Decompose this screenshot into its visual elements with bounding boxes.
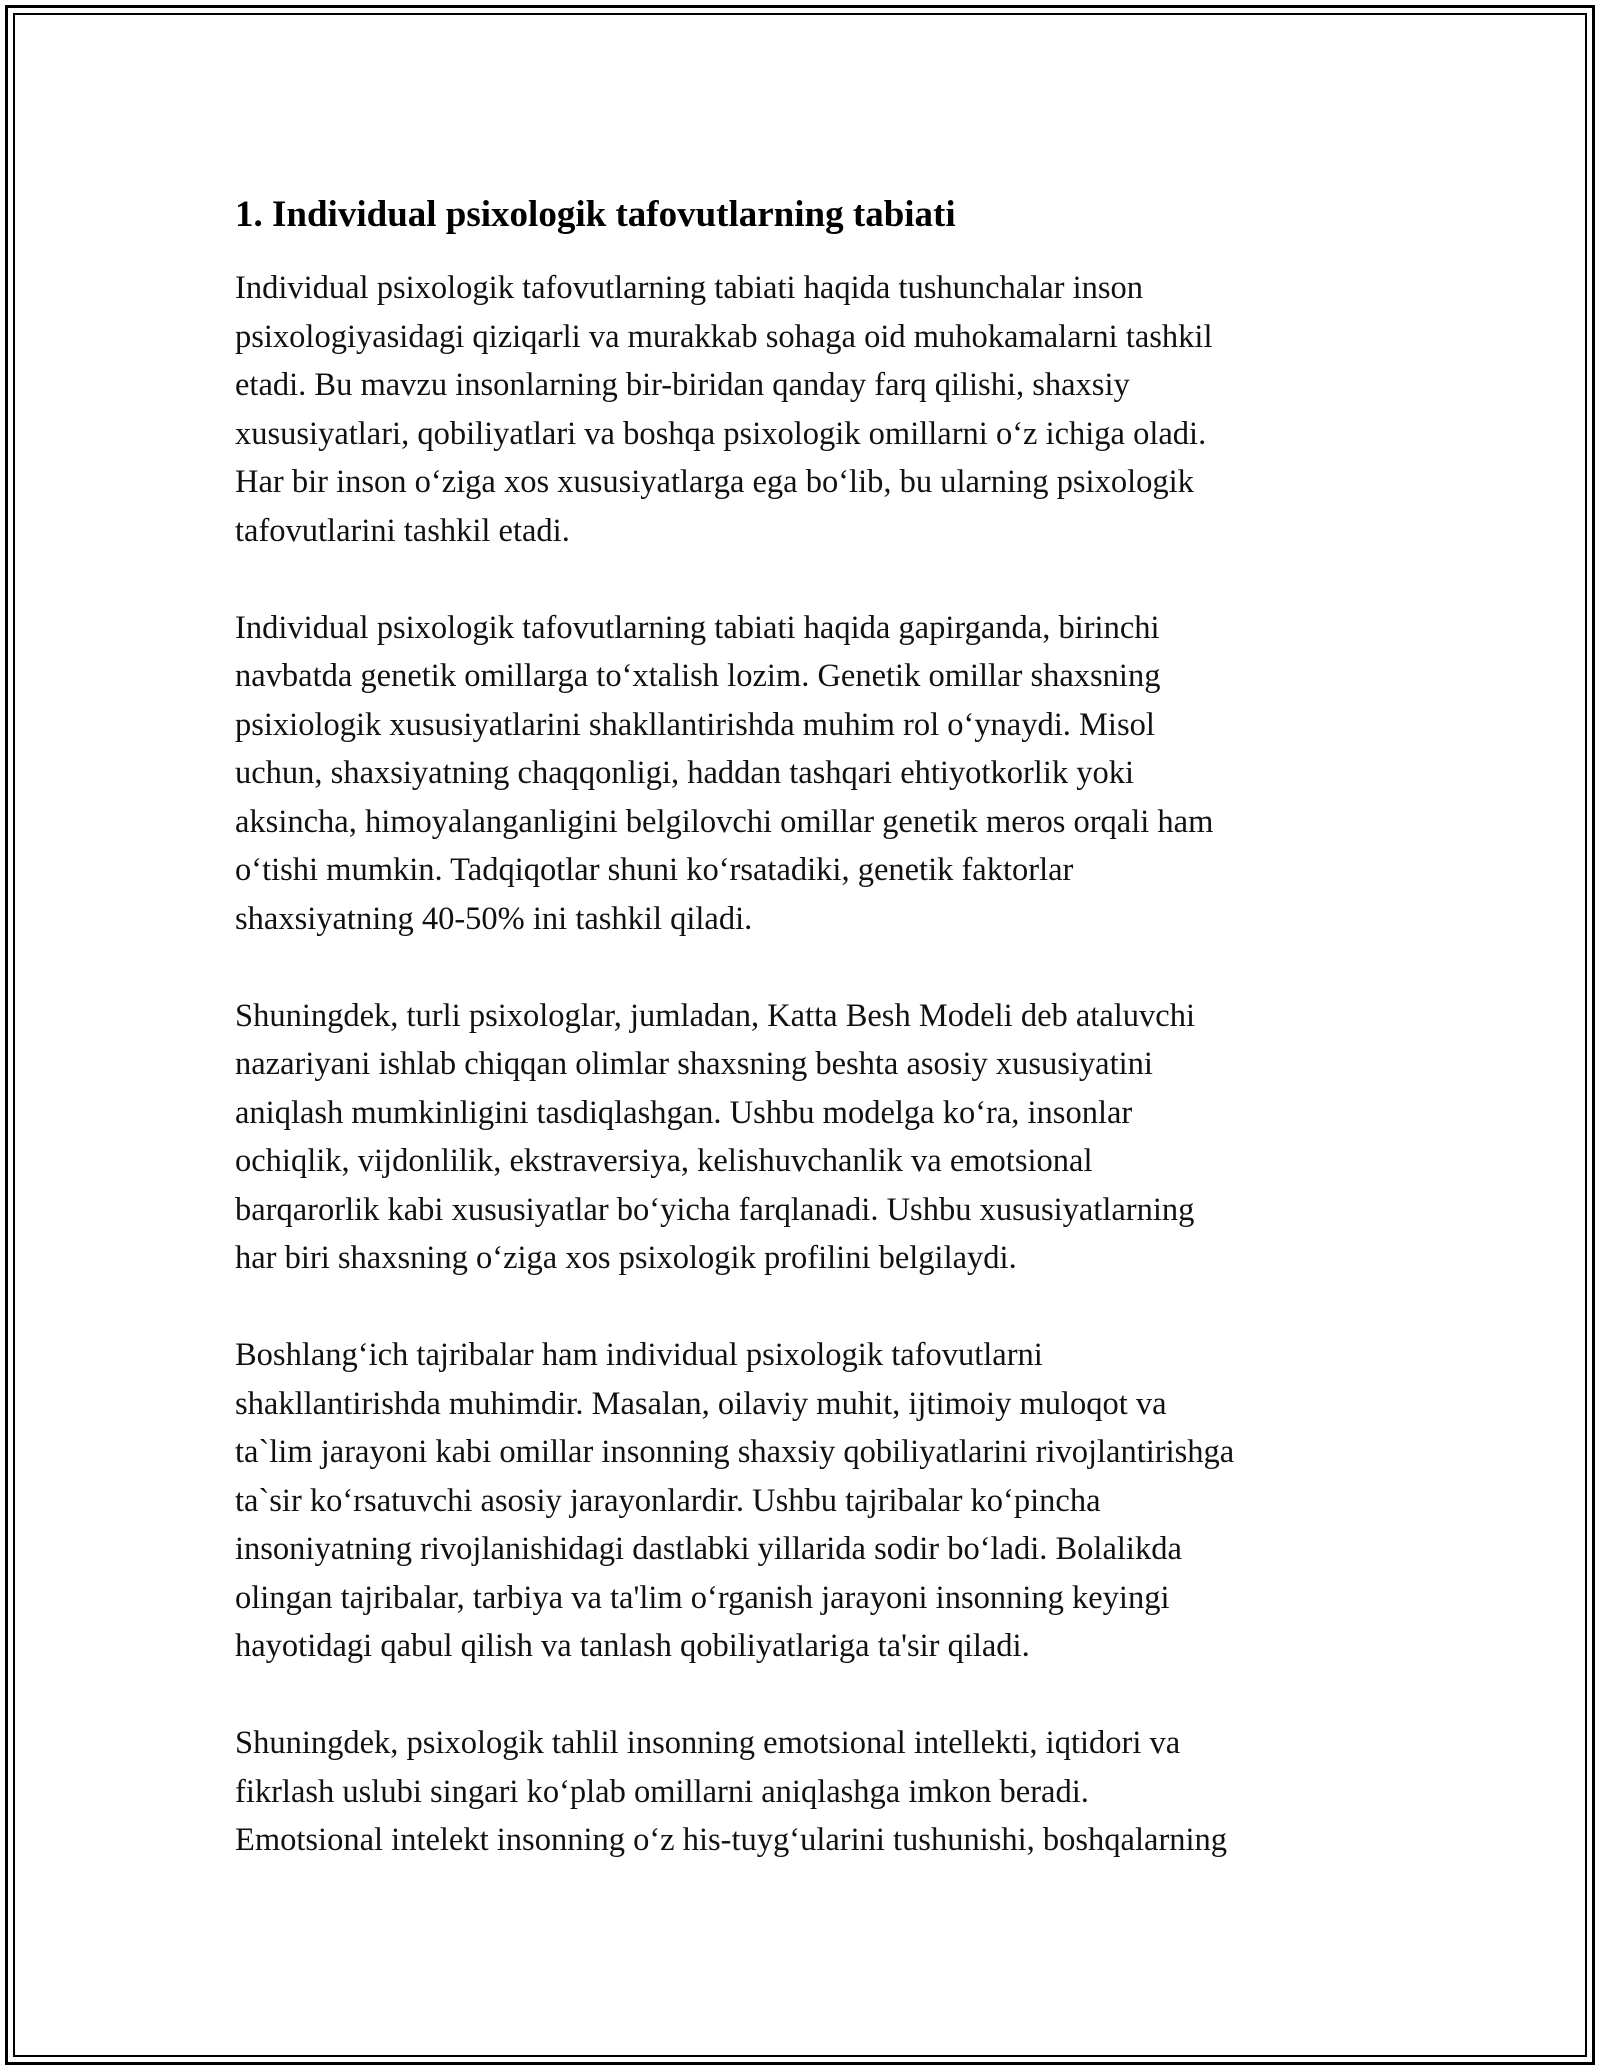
text-line: psixologiyasidagi qiziqarli va murakkab sohaga oid muhokamalarni tashkil [235, 318, 1213, 355]
text-line: etadi. Bu mavzu insonlarning bir-biridan qanday farq qilishi, shaxsiy [235, 367, 1130, 403]
paragraph-1 [235, 264, 1375, 555]
text-line: oʻtishi mumkin. Tadqiqotlar shuni koʻrsatadiki, genetik faktorlar [235, 852, 1074, 888]
text-line: ta`lim jarayoni kabi omillar insonning shaxsiy qobiliyatlarini rivojlantirishga [235, 1434, 1235, 1470]
text-line: har biri shaxsning oʻziga xos psixologik profilini belgilaydi. [235, 1240, 1017, 1276]
document-body [235, 188, 1375, 1913]
text-line: aksincha, himoyalanganligini belgilovchi omillar genetik meros orqali ham [235, 803, 1214, 840]
paragraph-4 [235, 1331, 1375, 1671]
text-line: Individual psixologik tafovutlarning tabiati haqida gapirganda, birinchi [235, 609, 1160, 646]
text-line: olingan tajribalar, tarbiya va ta'lim oʻrganish jarayoni insonning keyingi [235, 1579, 1170, 1616]
text-line: insoniyatning rivojlanishidagi dastlabki yillarida sodir boʻladi. Bolalikda [235, 1531, 1182, 1567]
paragraph-2 [235, 604, 1375, 944]
text-line: hayotidagi qabul qilish va tanlash qobiliyatlariga ta'sir qiladi. [235, 1628, 1030, 1664]
text-line: aniqlash mumkinligini tasdiqlashgan. Ushbu modelga koʻra, insonlar [235, 1094, 1133, 1131]
text-line: Shuningdek, turli psixologlar, jumladan, Katta Besh Modeli deb ataluvchi [235, 997, 1195, 1034]
text-line: shaxsiyatning 40-50% ini tashkil qiladi. [235, 900, 753, 937]
paragraph-3 [235, 992, 1375, 1283]
text-line: Individual psixologik tafovutlarning tabiati haqida tushunchalar inson [235, 270, 1144, 306]
text-line: ta`sir koʻrsatuvchi asosiy jarayonlardir. Ushbu tajribalar koʻpincha [235, 1482, 1101, 1519]
section-heading: 1. Individual psixologik tafovutlarning tabiati [235, 194, 956, 235]
text-line: Boshlangʻich tajribalar ham individual psixologik tafovutlarni [235, 1337, 1043, 1373]
text-line: Emotsional intelekt insonning oʻz his-tuygʻularini tushunishi, boshqalarning [235, 1822, 1228, 1858]
text-line: uchun, shaxsiyatning chaqqonligi, haddan tashqari ehtiyotkorlik yoki [235, 755, 1135, 791]
text-line: xususiyatlari, qobiliyatlari va boshqa psixologik omillarni oʻz ichiga oladi. [235, 415, 1207, 452]
text-line: fikrlash uslubi singari koʻplab omillarni aniqlashga imkon beradi. [235, 1773, 1089, 1810]
text-line: tafovutlarini tashkil etadi. [235, 512, 570, 549]
text-line: navbatda genetik omillarga toʻxtalish lozim. Genetik omillar shaxsning [235, 658, 1161, 694]
text-line: ochiqlik, vijdonlilik, ekstraversiya, kelishuvchanlik va emotsional [235, 1143, 1093, 1179]
text-line: psixiologik xususiyatlarini shakllantirishda muhim rol oʻynaydi. Misol [235, 706, 1155, 743]
paragraph-5 [235, 1719, 1375, 1865]
text-line: nazariyani ishlab chiqqan olimlar shaxsning beshta asosiy xususiyatini [235, 1046, 1153, 1082]
text-line: Shuningdek, psixologik tahlil insonning emotsional intellekti, iqtidori va [235, 1725, 1181, 1761]
text-line: barqarorlik kabi xususiyatlar boʻyicha farqlanadi. Ushbu xususiyatlarning [235, 1191, 1195, 1228]
text-line: Har bir inson oʻziga xos xususiyatlarga ega boʻlib, bu ularning psixologik [235, 464, 1194, 500]
text-line: shakllantirishda muhimdir. Masalan, oilaviy muhit, ijtimoiy muloqot va [235, 1385, 1167, 1422]
